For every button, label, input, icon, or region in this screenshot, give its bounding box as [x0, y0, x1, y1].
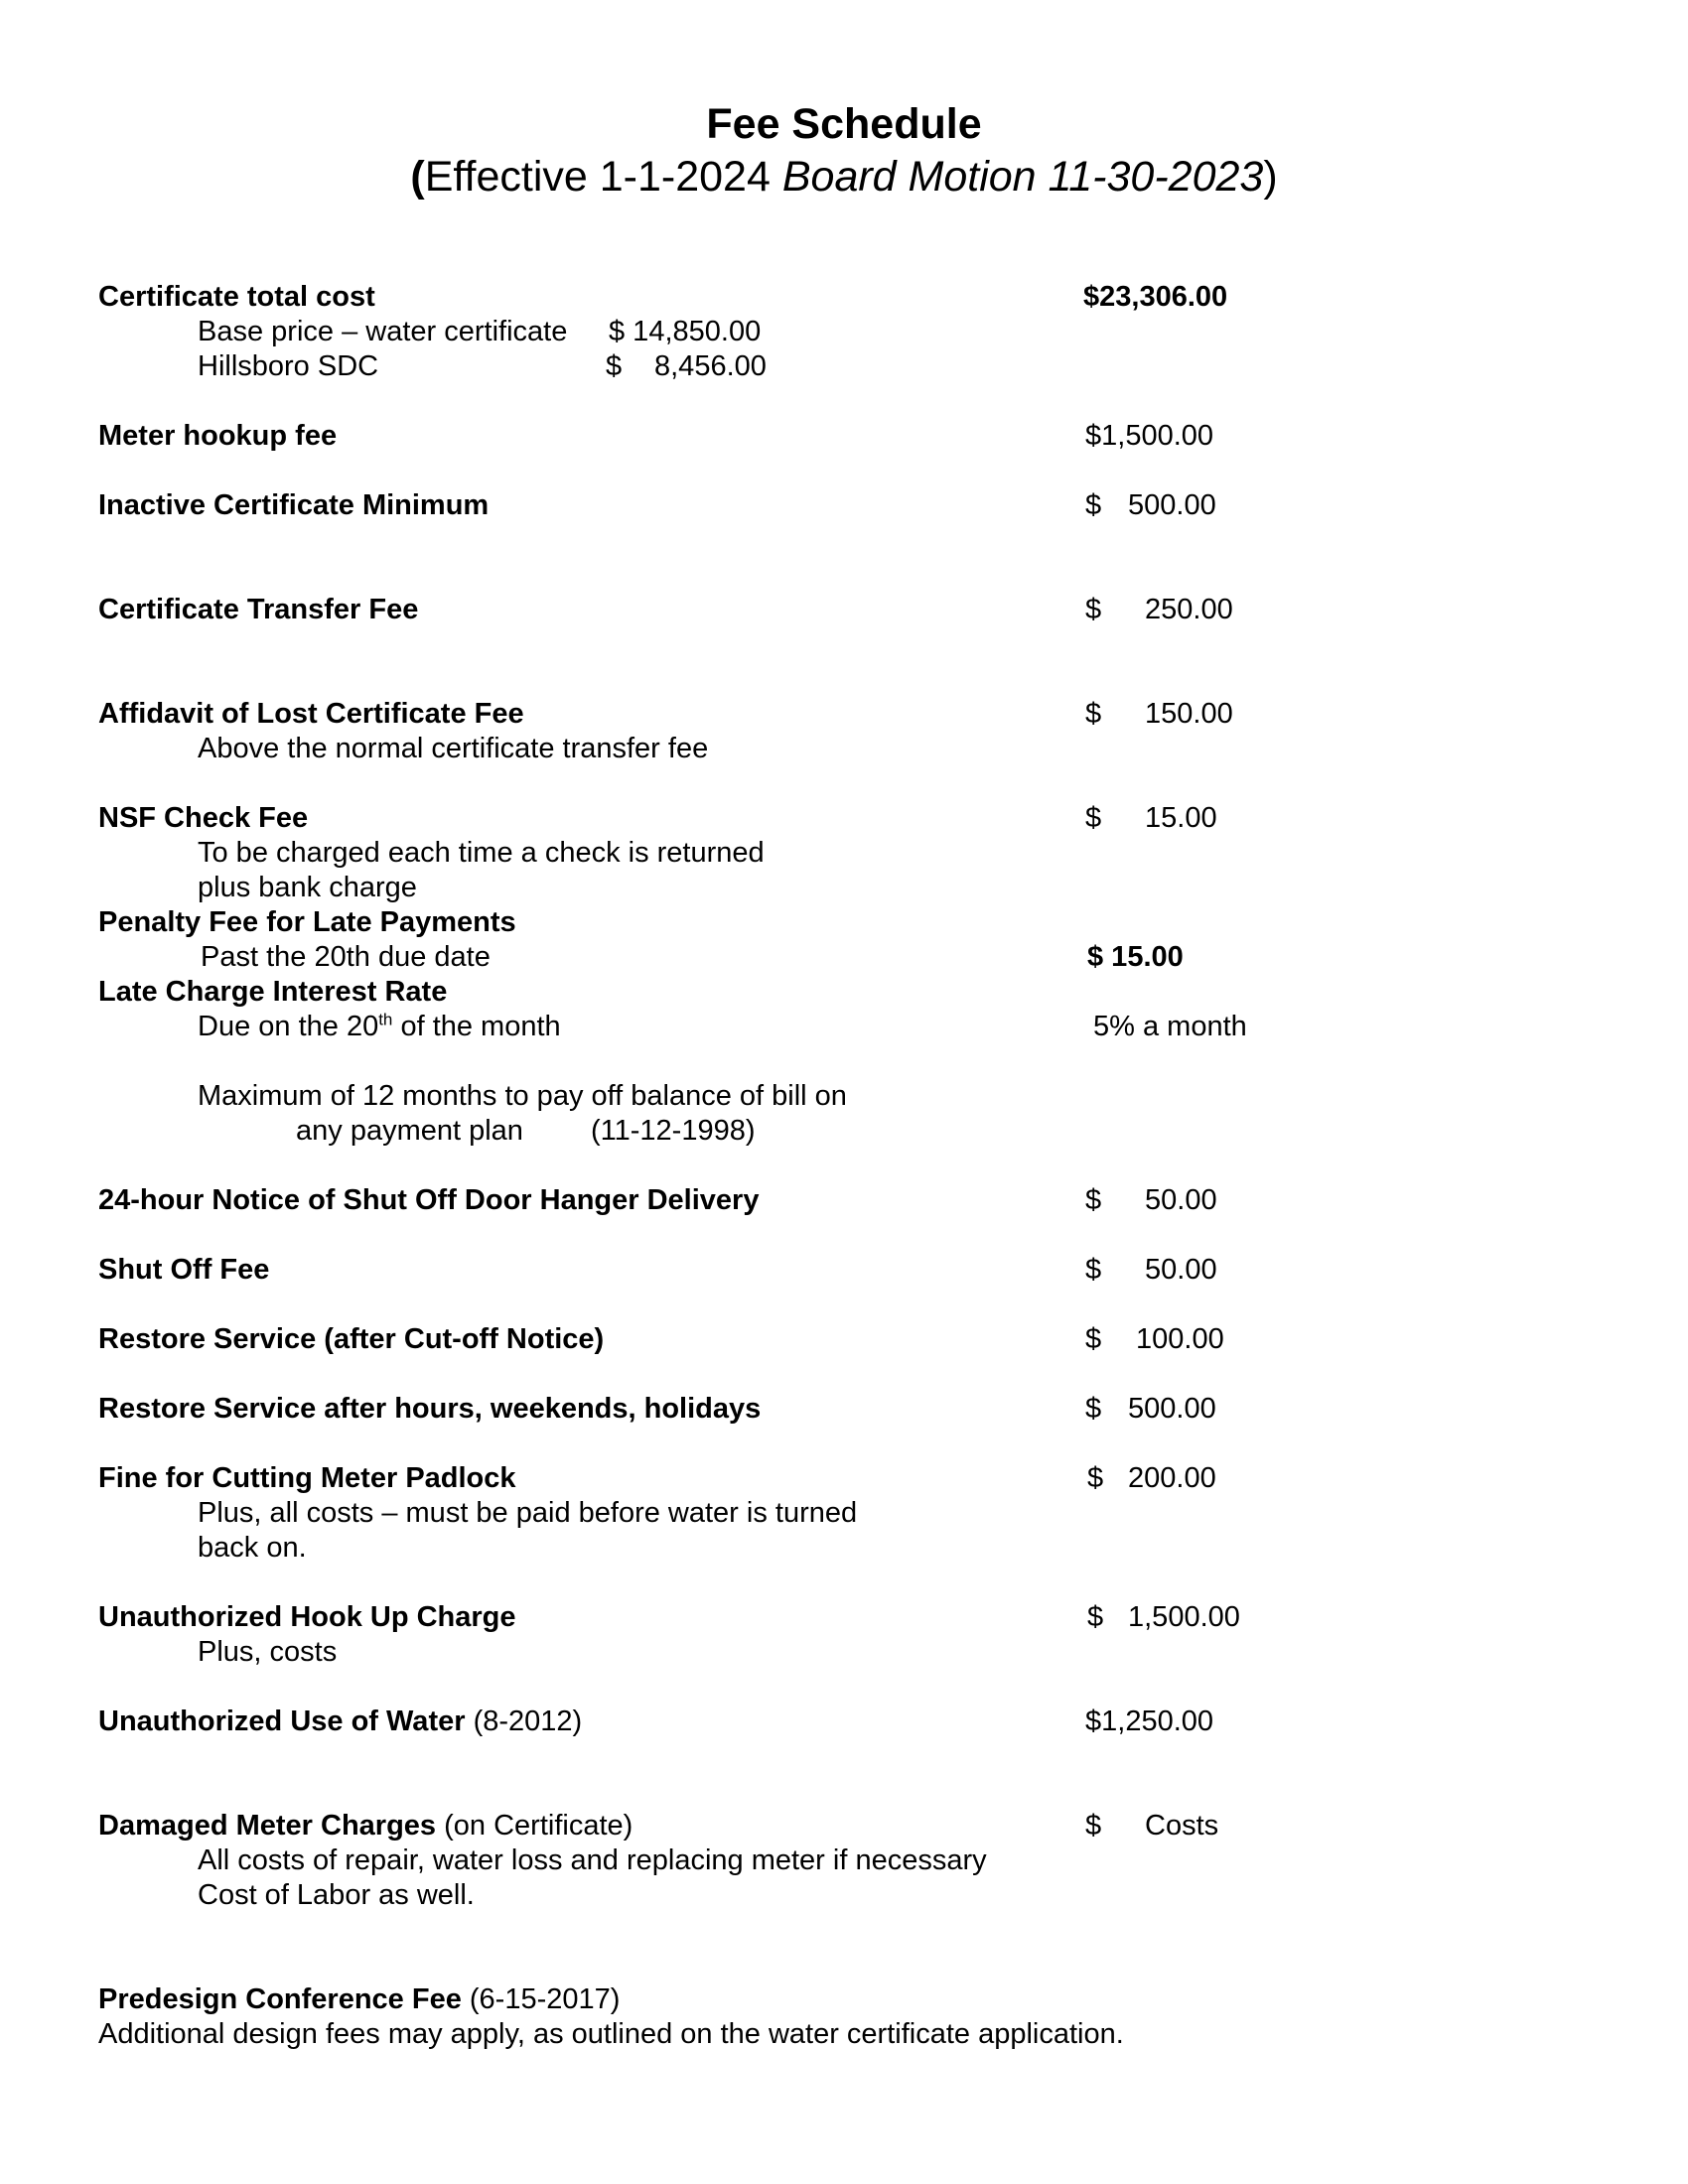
payment-plan-line-1: Maximum of 12 months to pay off balance of bill on [198, 1080, 847, 1112]
penalty-label: Penalty Fee for Late Payments [98, 906, 516, 938]
restore-after-hours-label: Restore Service after hours, weekends, holidays [98, 1393, 762, 1425]
board-motion: Board Motion 11-30-2023 [781, 153, 1264, 201]
payment-plan-date: (11-12-1998) [591, 1115, 756, 1147]
shut-off-currency: $ [1085, 1254, 1102, 1286]
nsf-note-1: To be charged each time a check is returned [198, 837, 765, 869]
unauthorized-use-line [98, 1705, 582, 1738]
meter-hookup-label: Meter hookup fee [98, 420, 338, 452]
nsf-currency: $ [1085, 802, 1102, 834]
nsf-label: NSF Check Fee [98, 802, 309, 834]
sdc-amount: 8,456.00 [654, 350, 767, 382]
hookup-charge-currency: $ [1087, 1601, 1104, 1633]
interest-note-sup: th [378, 1010, 393, 1029]
transfer-fee-label: Certificate Transfer Fee [98, 594, 419, 625]
predesign-date: (6-15-2017) [461, 1983, 621, 2015]
damaged-meter-note-1: All costs of repair, water loss and replacing meter if necessary [198, 1844, 987, 1876]
interest-note-prefix: Due on the 20 [198, 1011, 379, 1042]
padlock-currency: $ [1087, 1462, 1104, 1494]
sdc-label: Hillsboro SDC [198, 350, 379, 382]
restore-label: Restore Service (after Cut-off Notice) [98, 1323, 605, 1355]
padlock-note-2: back on. [198, 1532, 307, 1564]
padlock-amount: 200.00 [1128, 1462, 1216, 1494]
nsf-amount: 15.00 [1145, 802, 1217, 834]
restore-after-hours-amount: 500.00 [1128, 1393, 1216, 1425]
affidavit-currency: $ [1085, 698, 1102, 730]
nsf-note-2: plus bank charge [198, 872, 417, 903]
damaged-meter-qualifier: (on Certificate) [436, 1810, 633, 1842]
inactive-minimum-label: Inactive Certificate Minimum [98, 489, 490, 521]
transfer-fee-amount: 250.00 [1145, 594, 1233, 625]
certificate-total-amount: $23,306.00 [1083, 281, 1228, 313]
hookup-charge-note: Plus, costs [198, 1636, 338, 1668]
base-price-label: Base price – water certificate [198, 316, 568, 347]
effective-date: Effective 1-1-2024 [424, 153, 782, 201]
affidavit-note: Above the normal certificate transfer fee [198, 733, 709, 764]
effective-close-paren: ) [1263, 153, 1278, 201]
padlock-note-1: Plus, all costs – must be paid before water is turned [198, 1497, 858, 1529]
interest-rate: 5% a month [1093, 1011, 1247, 1042]
shut-off-label: Shut Off Fee [98, 1254, 270, 1286]
payment-plan-line-2: any payment plan [296, 1115, 523, 1147]
predesign-line [98, 1982, 620, 2016]
unauthorized-use-label: Unauthorized Use of Water [98, 1706, 466, 1737]
unauthorized-use-amount: $1,250.00 [1085, 1706, 1214, 1737]
hookup-charge-amount: 1,500.00 [1128, 1601, 1240, 1633]
damaged-meter-label: Damaged Meter Charges [98, 1810, 437, 1842]
damaged-meter-note-2: Cost of Labor as well. [198, 1879, 475, 1911]
hookup-charge-label: Unauthorized Hook Up Charge [98, 1601, 516, 1633]
restore-after-hours-currency: $ [1085, 1393, 1102, 1425]
damaged-meter-line [98, 1809, 633, 1843]
certificate-total-label: Certificate total cost [98, 281, 375, 313]
door-hanger-amount: 50.00 [1145, 1184, 1217, 1216]
shut-off-amount: 50.00 [1145, 1254, 1217, 1286]
door-hanger-currency: $ [1085, 1184, 1102, 1216]
padlock-label: Fine for Cutting Meter Padlock [98, 1462, 516, 1494]
interest-label: Late Charge Interest Rate [98, 976, 448, 1008]
page-title: Fee Schedule [706, 100, 982, 148]
predesign-note: Additional design fees may apply, as outlined on the water certificate application. [98, 2018, 1124, 2050]
door-hanger-label: 24-hour Notice of Shut Off Door Hanger Delivery [98, 1184, 760, 1216]
base-price-amount: $ 14,850.00 [609, 316, 762, 347]
restore-currency: $ [1085, 1323, 1102, 1355]
inactive-minimum-amount: 500.00 [1128, 489, 1216, 521]
penalty-amount: $ 15.00 [1087, 941, 1184, 973]
sdc-currency: $ [606, 350, 623, 382]
affidavit-amount: 150.00 [1145, 698, 1233, 730]
affidavit-label: Affidavit of Lost Certificate Fee [98, 698, 524, 730]
effective-line [0, 152, 1688, 202]
restore-amount: 100.00 [1136, 1323, 1224, 1355]
effective-open-paren: ( [410, 153, 425, 201]
meter-hookup-amount: $1,500.00 [1085, 420, 1214, 452]
predesign-label: Predesign Conference Fee [98, 1983, 462, 2015]
penalty-note: Past the 20th due date [201, 941, 491, 973]
interest-note [198, 1010, 561, 1043]
interest-note-suffix: of the month [392, 1011, 561, 1042]
unauthorized-use-date: (8-2012) [465, 1706, 583, 1737]
inactive-minimum-currency: $ [1085, 489, 1102, 521]
transfer-fee-currency: $ [1085, 594, 1102, 625]
damaged-meter-amount: Costs [1145, 1810, 1219, 1842]
damaged-meter-currency: $ [1085, 1810, 1102, 1842]
